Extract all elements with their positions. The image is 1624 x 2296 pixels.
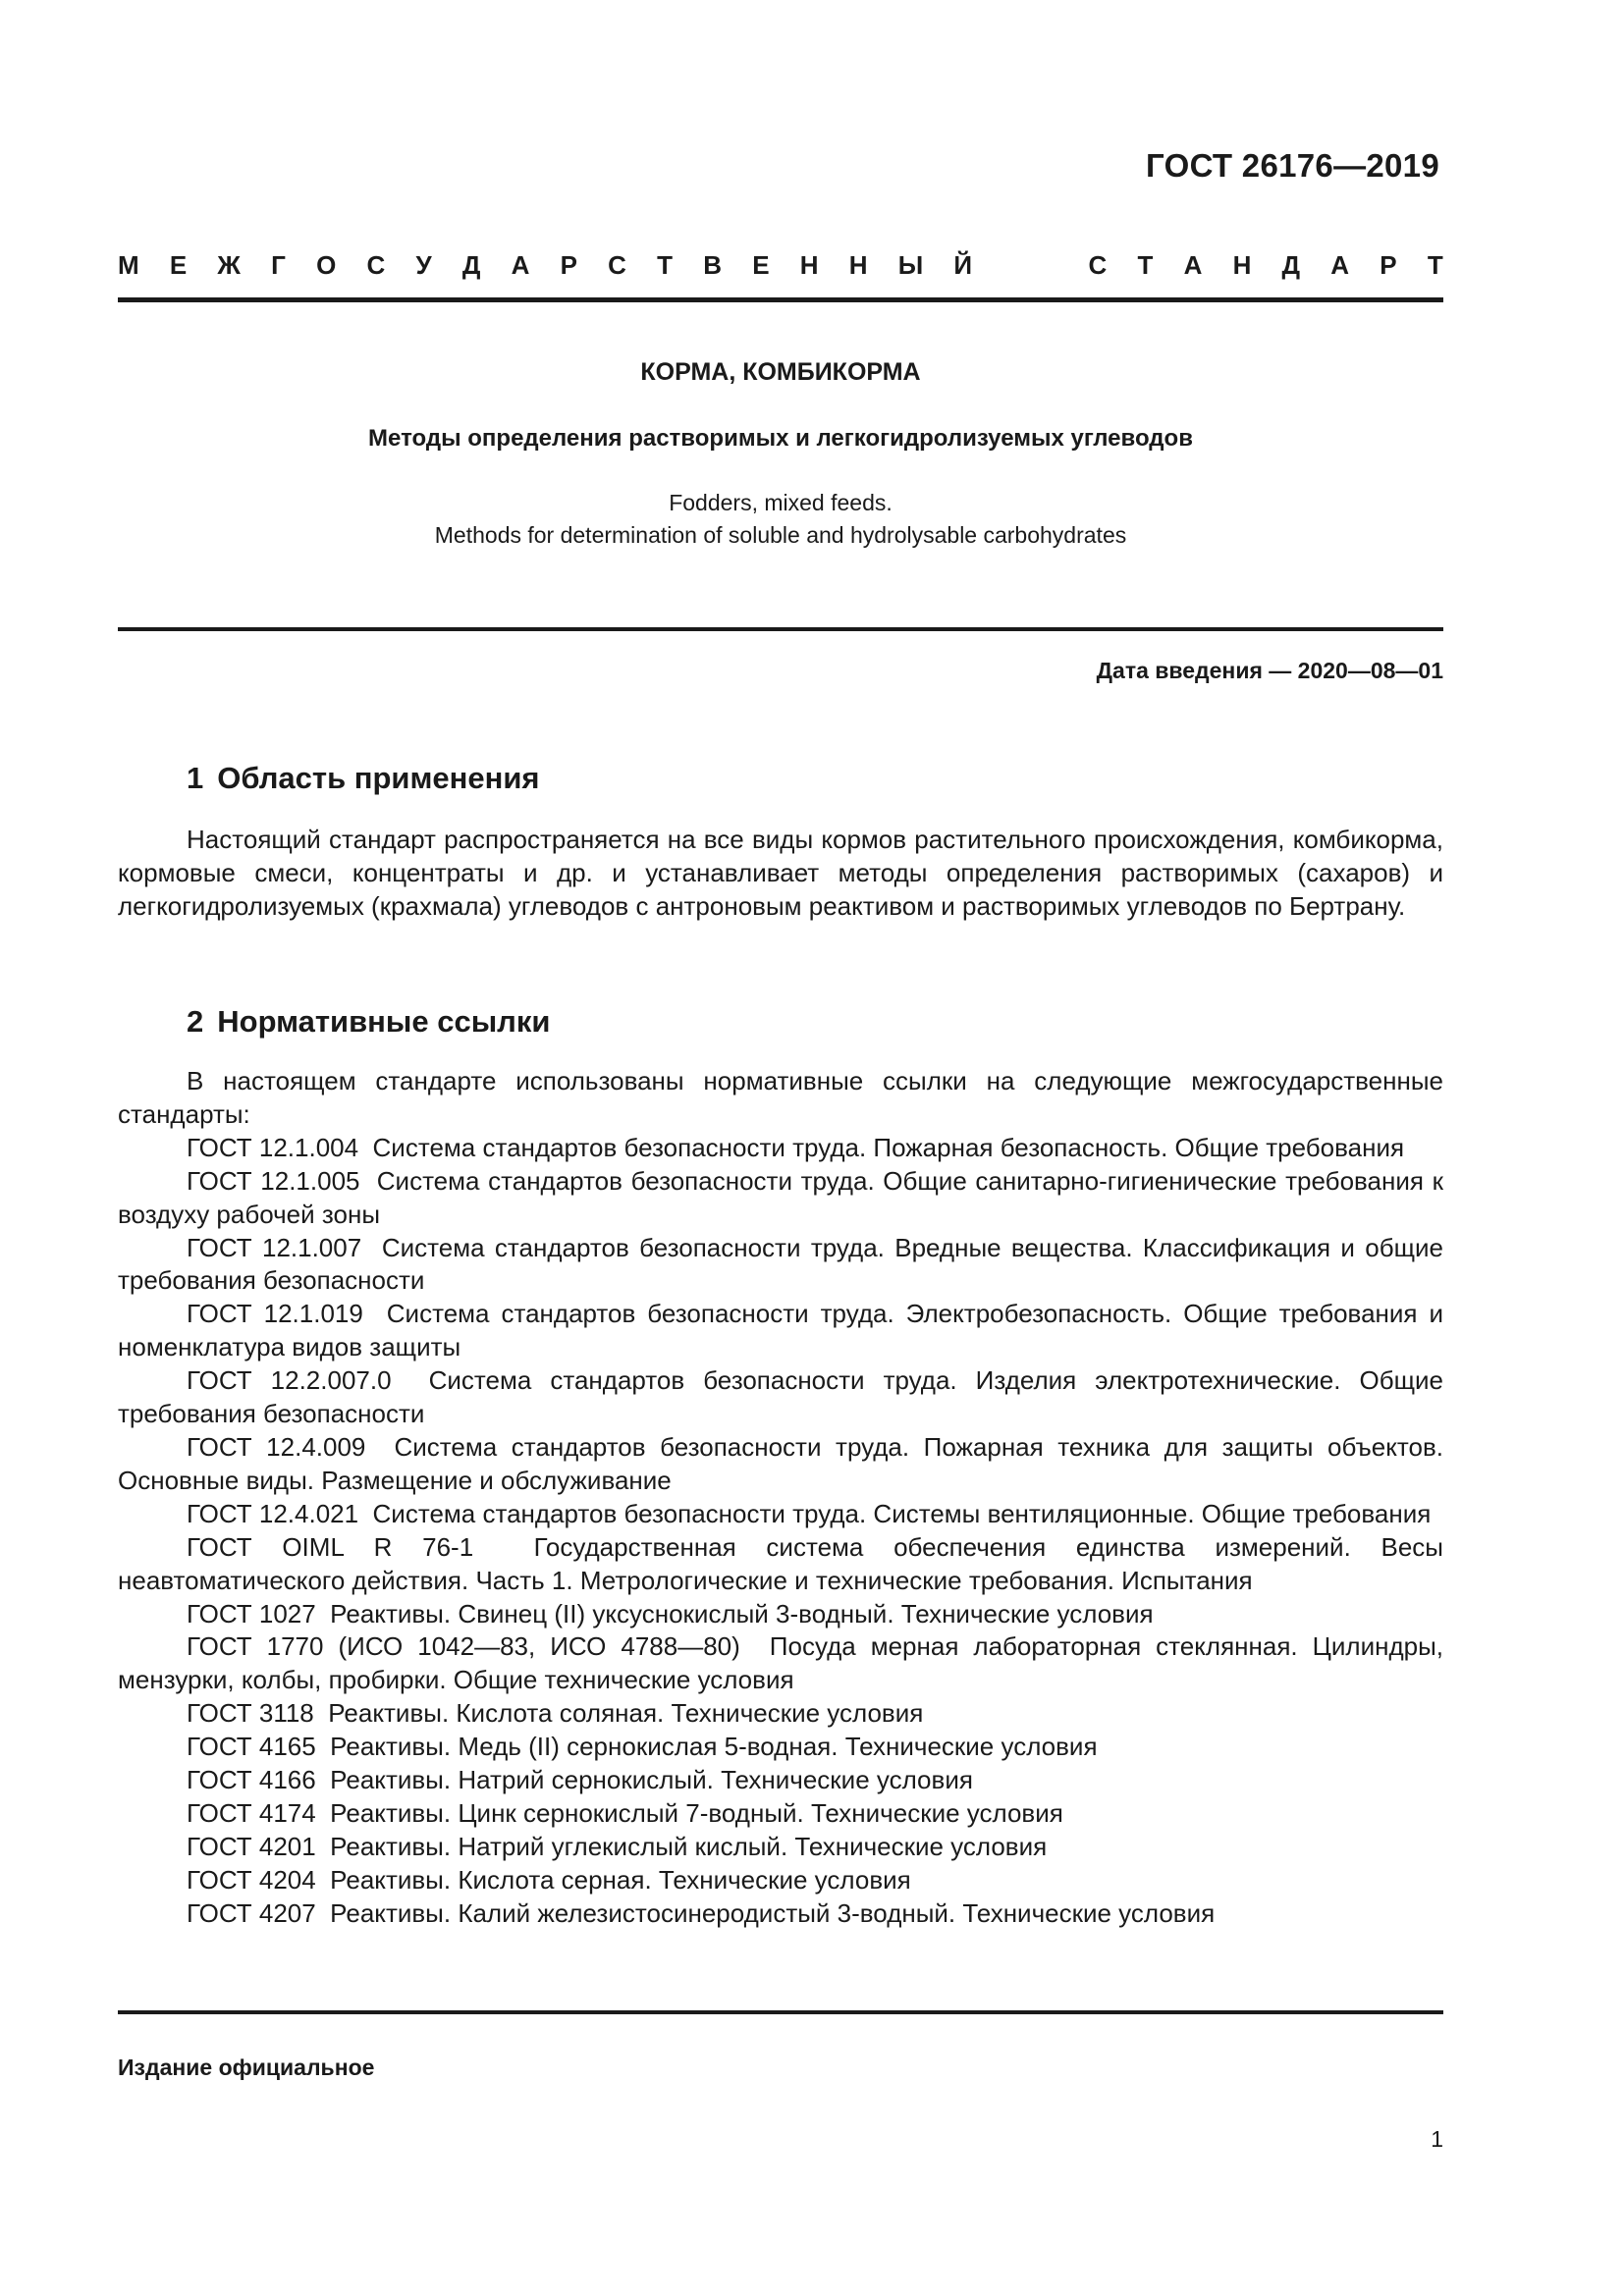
reference-title: Система стандартов безопасности труда. Электробезопасность. Общие требования и номенклатура видов защиты	[118, 1299, 1443, 1362]
banner-word-gap	[1002, 250, 1057, 281]
reference-title: Система стандартов безопасности труда. Пожарная безопасность. Общие требования	[372, 1132, 1405, 1162]
reference-item	[118, 1630, 1443, 1697]
reference-title: Система стандартов безопасности труда. Изделия электротехнические. Общие требования безопасности	[118, 1365, 1444, 1429]
section-1-text: Настоящий стандарт распространяется на все виды кормов растительного происхождения, комбикорма, кормовые смеси, концентраты и др. и устанавливает методы определения растворимых (сахаров) и легкогидролизуемых (крахмала) углеводов с антроновым реактивом и растворимых углеводов по Бертрану.	[118, 825, 1443, 921]
banner-letter: Н	[799, 250, 819, 280]
reference-item	[118, 1864, 1443, 1897]
banner-letter: Ы	[897, 250, 924, 280]
banner-letter: Т	[1427, 250, 1443, 280]
english-title-line-1: Fodders, mixed feeds.	[669, 490, 893, 515]
banner-letter: С	[608, 250, 626, 280]
reference-item	[118, 1498, 1443, 1531]
reference-code: ГОСТ 3118	[187, 1698, 314, 1729]
reference-title: Посуда мерная лабораторная стеклянная. Цилиндры, мензурки, колбы, пробирки. Общие технические условия	[118, 1631, 1444, 1695]
references-list	[118, 1065, 1443, 1931]
banner-letter: Н	[848, 250, 868, 280]
introduction-date: Дата введения — 2020—08—01	[1096, 658, 1443, 683]
reference-title: Реактивы. Натрий углекислый кислый. Технические условия	[330, 1831, 1048, 1861]
reference-code: ГОСТ 1027	[187, 1598, 316, 1629]
banner-letter: А	[511, 250, 530, 280]
section-2-title: Нормативные ссылки	[217, 1004, 551, 1039]
reference-code: ГОСТ 4165	[187, 1732, 316, 1762]
reference-code: ГОСТ 12.1.007	[187, 1232, 362, 1262]
section-1-heading	[187, 761, 540, 796]
references-intro: В настоящем стандарте использованы нормативные ссылки на следующие межгосударственные стандарты:	[118, 1066, 1443, 1129]
banner-letter: Р	[1380, 250, 1397, 280]
reference-code: ГОСТ 12.4.021	[187, 1498, 359, 1528]
reference-item	[118, 1598, 1443, 1631]
section-2-number: 2	[187, 1004, 204, 1039]
reference-item	[118, 1897, 1443, 1931]
banner-letter: М	[118, 250, 139, 280]
reference-code: ГОСТ 1770 (ИСО 1042—83, ИСО 4788—80)	[187, 1631, 740, 1662]
banner-letter: Е	[169, 250, 188, 280]
reference-code: ГОСТ 12.1.005	[187, 1165, 360, 1196]
document-title: КОРМА, КОМБИКОРМА	[640, 358, 921, 386]
banner-letter: С	[366, 250, 386, 280]
reference-title: Реактивы. Калий железистосинеродистый 3-водный. Технические условия	[330, 1897, 1216, 1928]
reference-code: ГОСТ 12.1.004	[187, 1132, 359, 1162]
reference-item	[118, 1764, 1443, 1797]
reference-code: ГОСТ 12.1.019	[187, 1299, 363, 1329]
reference-title: Система стандартов безопасности труда. Пожарная техника для защиты объектов. Основные виды. Размещение и обслуживание	[118, 1431, 1443, 1495]
banner-letter: Т	[1137, 250, 1154, 280]
reference-item	[118, 1531, 1443, 1598]
banner-letter: Т	[657, 250, 674, 280]
reference-code: ГОСТ 4207	[187, 1897, 316, 1928]
section-2-heading	[187, 1004, 550, 1040]
banner-letter: Н	[1232, 250, 1252, 280]
banner-letter: В	[703, 250, 723, 280]
banner-letter: Д	[1281, 250, 1301, 280]
banner-letter: О	[316, 250, 337, 280]
banner-letter: Й	[953, 250, 973, 280]
official-edition-label: Издание официальное	[118, 2055, 375, 2080]
reference-item	[118, 1364, 1443, 1431]
reference-code: ГОСТ OIML R 76-1	[187, 1531, 474, 1562]
reference-title: Реактивы. Цинк сернокислый 7-водный. Технические условия	[330, 1797, 1063, 1828]
reference-item	[118, 1431, 1443, 1498]
reference-title: Государственная система обеспечения единства измерений. Весы неавтоматического действия. Часть 1. Метрологические и технические требования. Испытания	[118, 1531, 1443, 1595]
banner-letter: Д	[461, 250, 481, 280]
section-1-title: Область применения	[217, 761, 540, 795]
reference-title: Реактивы. Кислота серная. Технические условия	[330, 1864, 911, 1895]
reference-code: ГОСТ 12.2.007.0	[187, 1365, 392, 1396]
banner-letter: Е	[752, 250, 770, 280]
reference-item	[118, 1831, 1443, 1864]
reference-code: ГОСТ 4166	[187, 1765, 316, 1795]
standard-number: ГОСТ 26176—2019	[1146, 147, 1439, 184]
reference-title: Реактивы. Медь (II) сернокислая 5-водная. Технические условия	[330, 1732, 1098, 1762]
reference-code: ГОСТ 4201	[187, 1831, 316, 1861]
title-rule	[118, 627, 1443, 631]
reference-title: Система стандартов безопасности труда. Системы вентиляционные. Общие требования	[372, 1498, 1432, 1528]
reference-item	[118, 1298, 1443, 1364]
document-subtitle: Методы определения растворимых и легкогидролизуемых углеводов	[368, 425, 1193, 452]
reference-title: Реактивы. Натрий сернокислый. Технические условия	[330, 1765, 973, 1795]
interstate-standard-banner	[118, 250, 1443, 281]
banner-letter: Ж	[217, 250, 241, 280]
reference-item	[118, 1697, 1443, 1731]
section-1-number: 1	[187, 761, 204, 795]
banner-letter: Г	[271, 250, 286, 280]
banner-letter: С	[1088, 250, 1108, 280]
reference-title: Реактивы. Кислота соляная. Технические условия	[328, 1698, 924, 1729]
banner-letter: У	[415, 250, 432, 280]
reference-title: Система стандартов безопасности труда. Вредные вещества. Классификация и общие требования безопасности	[118, 1232, 1443, 1296]
reference-code: ГОСТ 4174	[187, 1797, 316, 1828]
english-title-line-2: Methods for determination of soluble and hydrolysable carbohydrates	[434, 522, 1127, 548]
reference-code: ГОСТ 12.4.009	[187, 1431, 366, 1462]
banner-letter: Р	[560, 250, 577, 280]
reference-title: Система стандартов безопасности труда. Общие санитарно-гигиенические требования к воздуху рабочей зоны	[118, 1165, 1443, 1229]
reference-item	[118, 1797, 1443, 1831]
english-title	[118, 487, 1443, 552]
page-number: 1	[1431, 2126, 1443, 2152]
reference-title: Реактивы. Свинец (II) уксуснокислый 3-водный. Технические условия	[330, 1598, 1154, 1629]
banner-letter: А	[1183, 250, 1203, 280]
reference-code: ГОСТ 4204	[187, 1864, 316, 1895]
reference-item	[118, 1165, 1443, 1232]
reference-item	[118, 1731, 1443, 1764]
reference-item	[118, 1232, 1443, 1299]
reference-item	[118, 1132, 1443, 1165]
banner-letter: А	[1330, 250, 1350, 280]
header-rule	[118, 297, 1443, 302]
footer-rule	[118, 2010, 1443, 2014]
